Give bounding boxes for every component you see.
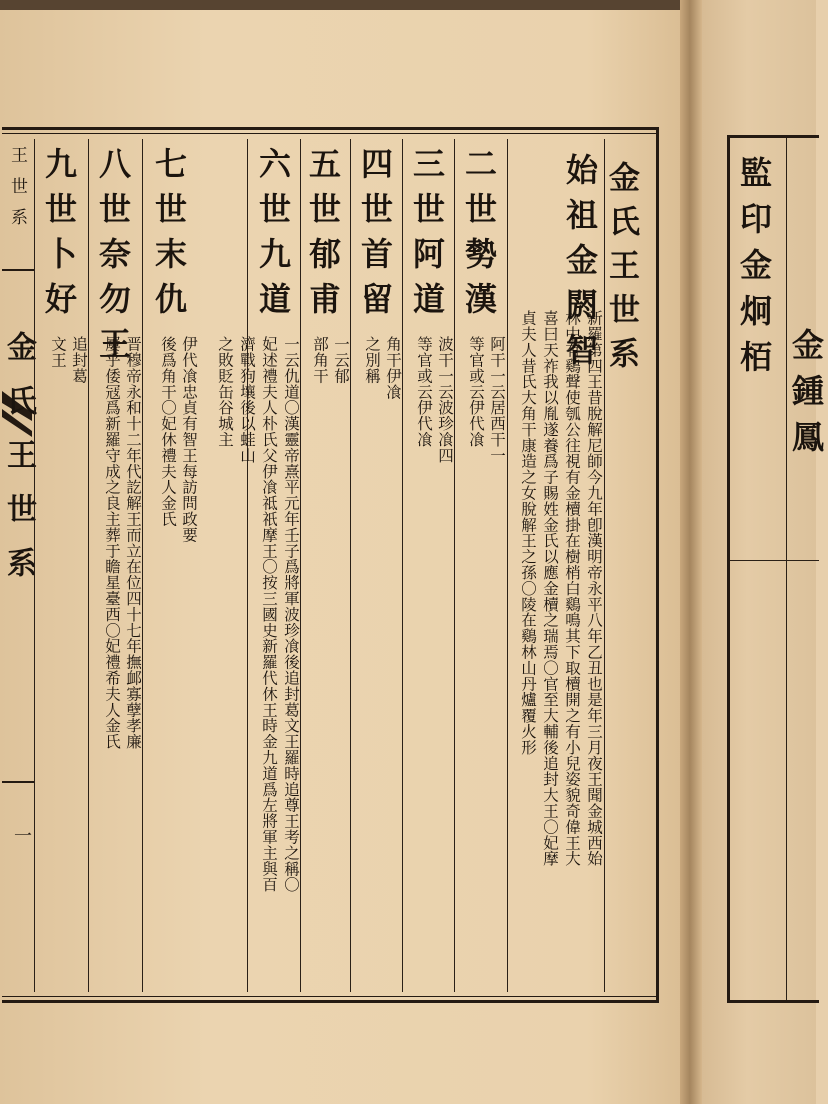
gen9-notes [34,336,98,384]
note-line: 喜曰天祚我以胤遂養爲子賜姓金氏以應金櫝之瑞焉〇官至大輔後追封大王〇妃摩 [541,310,559,867]
note-line: 伊代飡忠貞有智王每訪問政要 [180,336,198,543]
entry-gen-9 [34,139,89,992]
gen4-notes [350,336,408,400]
gen5-label: 五世 [304,147,342,237]
gen6-name: 九道 [254,237,292,327]
gen6-label: 六世 [254,147,292,237]
founder-name: 金閼智 [561,243,599,378]
gen2-name: 勢漢 [460,237,498,327]
gen7-label: 七世 [150,147,188,237]
gen2-notes [454,336,512,463]
book-spine [680,0,702,1104]
gen8-notes [88,336,150,749]
right-page-rule [730,560,819,561]
note-line: 之敗貶缶谷城主 [216,336,234,448]
note-line: 等官或云伊代飡 [467,336,485,448]
gen7-title [147,139,199,327]
note-line: 角干伊飡 [384,336,402,400]
note-line: 妃述禮夫人朴氏父伊飡祗祇摩王〇按三國史新羅代休王時金九道爲左將軍主與百 [260,336,278,893]
note-line: 文王 [49,336,67,368]
entry-gen-2 [454,139,507,992]
right-page-name: 金鍾鳳 [787,328,825,466]
gen6-title [251,139,301,327]
note-line: 等官或云伊代飡 [415,336,433,448]
gen3-name: 阿道 [408,237,446,327]
gen6-notes [198,336,306,893]
note-line: 一云仇道〇漢靈帝熹平元年壬子爲將軍波珍飡後追封葛文王羅時追尊王考之稱〇 [282,336,300,893]
gen2-title [457,139,507,327]
gen3-title [405,139,455,327]
note-line: 追封葛 [70,336,88,384]
right-page-divider [786,138,787,1000]
note-line: 部角干 [311,336,329,384]
founder-notes [507,310,605,867]
gen7-name: 末仇 [150,237,188,327]
gen5-name: 郁甫 [304,237,342,327]
note-line: 一云郁 [332,336,350,384]
entry-gen-5 [300,139,351,992]
margin-page-number: 一 [11,826,32,844]
gen5-title [301,139,351,327]
entry-gen-7 [142,139,199,992]
gen4-title [353,139,403,327]
note-line: 晋穆帝永和十二年代訖解王而立在位四十七年撫䘏寡孽孝廉 [124,336,142,750]
entry-gen-4 [350,139,403,992]
margin-title: 王世系 [7,146,27,239]
entry-gen-3 [402,139,455,992]
gen3-label: 三世 [408,147,446,237]
note-line: 屢乎倭冦爲新羅守成之良主葬于瞻星臺西〇妃禮希夫人金氏 [103,336,121,750]
note-line: 阿干一云居西干一 [488,336,506,464]
note-line: 後爲角干〇妃休禮夫人金氏 [159,336,177,527]
note-line: 之別稱 [363,336,381,384]
gen4-label: 四世 [356,147,394,237]
right-page-frame [727,135,825,1003]
top-edge-shadow [0,0,690,10]
gen3-notes [402,336,460,463]
heading-column [604,139,649,992]
note-line: 波干一云波珍飡四 [436,336,454,464]
genealogy-table [2,127,656,1003]
note-line: 貞夫人昔氏大角干康造之女脫解王之孫〇陵在鷄林山丹爐覆火形 [519,310,537,756]
gen2-label: 二世 [460,147,498,237]
founder-gen: 始祖 [561,153,599,243]
gen5-notes [300,336,356,384]
gen9-name: 卜好 [40,237,78,327]
page-heading: 金氏王世系 [603,161,639,381]
gen4-name: 首留 [356,237,394,327]
gen8-label: 八世 [94,147,132,237]
gen9-title [37,139,89,327]
gen7-notes [142,336,206,543]
note-line: 新羅第四王昔脫解尼師今九年卽漢明帝永平八年乙丑也是年三月夜王聞金城西始 [585,310,603,867]
right-page-editor-line: 監印金炯栢 [735,156,773,386]
margin-big-title: 金氏王世系 [1,331,36,601]
note-line: 林中有鷄聲使瓠公往視有金櫝掛在樹梢白鷄鳴其下取櫝開之有小兒姿貌奇偉王大 [563,310,581,867]
note-line: 濟戰狗壤後以蛙山 [238,336,256,464]
gen8-name: 奈勿王 [94,237,132,372]
gen9-label: 九世 [40,147,78,237]
